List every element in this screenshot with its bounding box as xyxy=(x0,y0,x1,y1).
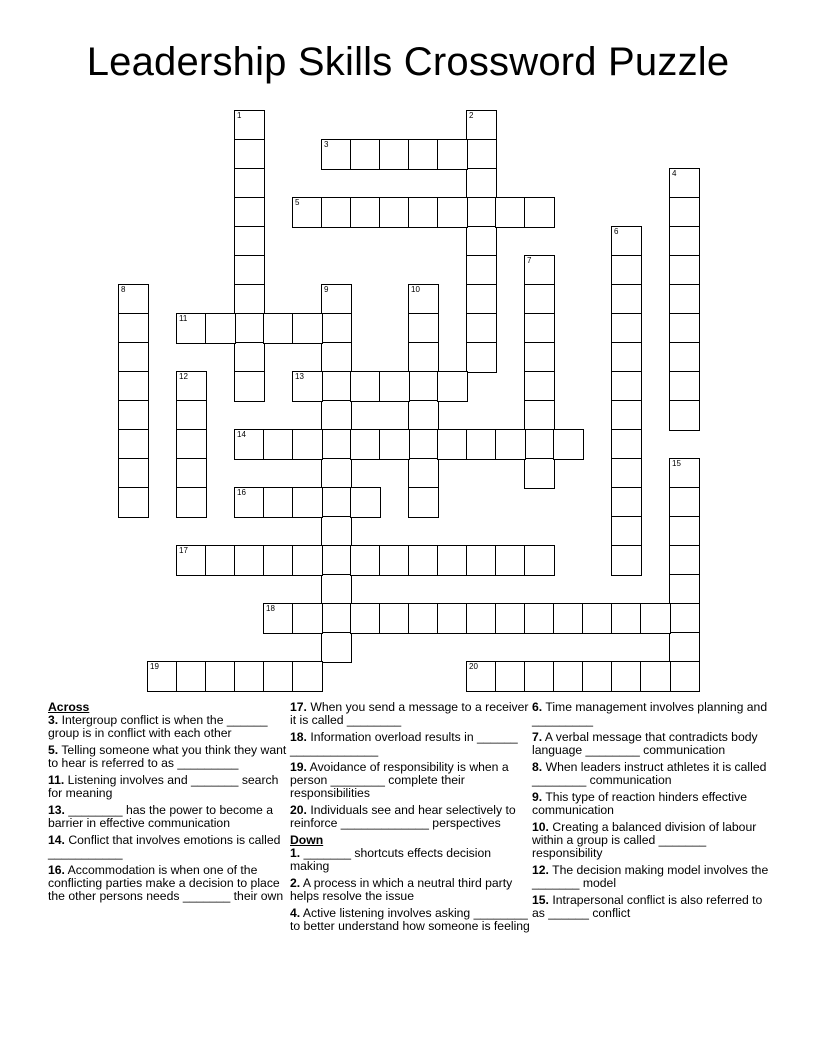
grid-cell[interactable] xyxy=(466,284,497,315)
grid-cell[interactable] xyxy=(350,197,381,228)
grid-cell[interactable] xyxy=(408,313,439,344)
clue-down-10: 10. Creating a balanced division of labour within a group is called _______ responsibility xyxy=(532,820,757,860)
grid-cell[interactable] xyxy=(466,139,497,170)
grid-cell[interactable] xyxy=(669,603,700,634)
cell-number: 4 xyxy=(672,169,677,178)
grid-cell[interactable] xyxy=(176,400,207,431)
clue-across-19: 19. Avoidance of responsibility is when a person ________ complete their responsibilities xyxy=(290,760,509,800)
page-title: Leadership Skills Crossword Puzzle xyxy=(86,40,730,84)
grid-cell[interactable] xyxy=(176,371,207,402)
grid-cell[interactable] xyxy=(118,487,149,518)
grid-cell[interactable] xyxy=(205,545,236,576)
cell-number: 8 xyxy=(121,285,126,294)
grid-cell[interactable] xyxy=(408,487,439,518)
grid-cell[interactable] xyxy=(118,458,149,489)
grid-cell[interactable] xyxy=(669,545,700,576)
clues-column-2 xyxy=(290,701,532,937)
grid-cell[interactable] xyxy=(611,661,642,692)
grid-cell[interactable] xyxy=(466,226,497,257)
grid-cell[interactable] xyxy=(321,197,352,228)
grid-cell[interactable] xyxy=(495,661,526,692)
grid-cell[interactable] xyxy=(321,400,352,431)
grid-cell[interactable] xyxy=(350,429,381,460)
grid-cell[interactable] xyxy=(321,516,352,547)
grid-cell[interactable] xyxy=(466,110,497,141)
clue-across-14: 14. Conflict that involves emotions is called ___________ xyxy=(48,833,281,860)
clue-down-6: 6. Time management involves planning and _________ xyxy=(532,700,768,727)
grid-cell[interactable] xyxy=(350,603,381,634)
grid-cell[interactable] xyxy=(292,429,323,460)
grid-cell[interactable] xyxy=(611,284,642,315)
grid-cell[interactable] xyxy=(379,429,410,460)
cell-number: 16 xyxy=(237,488,246,497)
clue-across-13: 13. ________ has the power to become a barrier in effective communication xyxy=(48,803,273,830)
cell-number: 10 xyxy=(411,285,420,294)
grid-cell[interactable] xyxy=(582,661,613,692)
grid-cell[interactable] xyxy=(263,545,294,576)
grid-cell[interactable] xyxy=(582,603,613,634)
clue-across-5: 5. Telling someone what you think they want to hear is referred to as _________ xyxy=(48,743,287,770)
cell-number: 19 xyxy=(150,662,159,671)
grid-cell[interactable] xyxy=(466,603,497,634)
grid-cell[interactable] xyxy=(263,603,294,634)
grid-cell[interactable] xyxy=(408,139,439,170)
grid-cell[interactable] xyxy=(524,284,555,315)
grid-cell[interactable] xyxy=(292,545,323,576)
grid-cell[interactable] xyxy=(611,371,642,402)
grid-cell[interactable] xyxy=(524,342,555,373)
grid-cell[interactable] xyxy=(408,197,439,228)
clue-across-16: 16. Accommodation is when one of the conflicting parties make a decision to place the other persons needs _______ their own xyxy=(48,863,284,903)
grid-cell[interactable] xyxy=(524,197,555,228)
grid-cell[interactable] xyxy=(234,284,265,315)
cell-number: 20 xyxy=(469,662,478,671)
grid-cell[interactable] xyxy=(669,487,700,518)
grid-cell[interactable] xyxy=(466,197,497,228)
grid-cell[interactable] xyxy=(524,545,555,576)
grid-cell[interactable] xyxy=(669,371,700,402)
grid-cell[interactable] xyxy=(611,603,642,634)
grid-cell[interactable] xyxy=(669,197,700,228)
grid-cell[interactable] xyxy=(176,661,207,692)
grid-cell[interactable] xyxy=(524,255,555,286)
grid-cell[interactable] xyxy=(466,168,497,199)
grid-cell[interactable] xyxy=(234,661,265,692)
grid-cell[interactable] xyxy=(669,226,700,257)
grid-cell[interactable] xyxy=(379,197,410,228)
grid-cell[interactable] xyxy=(263,487,294,518)
grid-cell[interactable] xyxy=(234,313,265,344)
clue-down-4: 4. Active listening involves asking ________ to better understand how someone is feeling xyxy=(290,906,530,933)
grid-cell[interactable] xyxy=(176,313,207,344)
cell-number: 12 xyxy=(179,372,188,381)
grid-cell[interactable] xyxy=(437,603,468,634)
cell-number: 14 xyxy=(237,430,246,439)
grid-cell[interactable] xyxy=(553,603,584,634)
grid-cell[interactable] xyxy=(611,400,642,431)
grid-cell[interactable] xyxy=(263,429,294,460)
grid-cell[interactable] xyxy=(292,371,323,402)
grid-cell[interactable] xyxy=(234,342,265,373)
grid-cell[interactable] xyxy=(408,603,439,634)
clues-column-1 xyxy=(48,701,290,907)
grid-cell[interactable] xyxy=(640,603,671,634)
grid-cell[interactable] xyxy=(524,313,555,344)
grid-cell[interactable] xyxy=(437,429,468,460)
grid-cell[interactable] xyxy=(669,458,700,489)
cell-number: 2 xyxy=(469,111,474,120)
grid-cell[interactable] xyxy=(466,429,497,460)
grid-cell[interactable] xyxy=(524,371,555,402)
grid-cell[interactable] xyxy=(205,661,236,692)
grid-cell[interactable] xyxy=(234,197,265,228)
grid-cell[interactable] xyxy=(379,603,410,634)
grid-cell[interactable] xyxy=(611,429,642,460)
clue-down-9: 9. This type of reaction hinders effective communication xyxy=(532,790,747,817)
grid-cell[interactable] xyxy=(495,545,526,576)
grid-cell[interactable] xyxy=(350,139,381,170)
grid-cell[interactable] xyxy=(669,661,700,692)
grid-cell[interactable] xyxy=(669,516,700,547)
grid-cell[interactable] xyxy=(379,139,410,170)
grid-cell[interactable] xyxy=(234,226,265,257)
grid-cell[interactable] xyxy=(321,284,352,315)
grid-cell[interactable] xyxy=(234,168,265,199)
grid-cell[interactable] xyxy=(669,313,700,344)
grid-cell[interactable] xyxy=(437,139,468,170)
grid-cell[interactable] xyxy=(669,168,700,199)
grid-cell[interactable] xyxy=(495,429,526,460)
cell-number: 7 xyxy=(527,256,532,265)
grid-cell[interactable] xyxy=(234,429,265,460)
grid-cell[interactable] xyxy=(669,400,700,431)
grid-cell[interactable] xyxy=(176,487,207,518)
grid-cell[interactable] xyxy=(321,574,352,605)
grid-cell[interactable] xyxy=(292,313,323,344)
grid-cell[interactable] xyxy=(524,429,555,460)
grid-cell[interactable] xyxy=(611,516,642,547)
grid-cell[interactable] xyxy=(408,545,439,576)
grid-cell[interactable] xyxy=(118,313,149,344)
grid-cell[interactable] xyxy=(176,429,207,460)
grid-cell[interactable] xyxy=(408,284,439,315)
grid-cell[interactable] xyxy=(669,342,700,373)
grid-cell[interactable] xyxy=(205,313,236,344)
grid-cell[interactable] xyxy=(292,197,323,228)
grid-cell[interactable] xyxy=(669,632,700,663)
grid-cell[interactable] xyxy=(669,574,700,605)
grid-cell[interactable] xyxy=(321,632,352,663)
clue-down-1: 1. _______ shortcuts effects decision making xyxy=(290,846,492,873)
grid-cell[interactable] xyxy=(524,458,555,489)
grid-cell[interactable] xyxy=(466,313,497,344)
grid-cell[interactable] xyxy=(379,371,410,402)
grid-cell[interactable] xyxy=(611,458,642,489)
grid-cell[interactable] xyxy=(524,603,555,634)
grid-cell[interactable] xyxy=(611,313,642,344)
grid-cell[interactable] xyxy=(292,661,323,692)
grid-cell[interactable] xyxy=(321,313,352,344)
grid-cell[interactable] xyxy=(321,429,352,460)
clue-across-11: 11. Listening involves and _______ search for meaning xyxy=(48,773,279,800)
grid-cell[interactable] xyxy=(176,458,207,489)
grid-cell[interactable] xyxy=(350,371,381,402)
clue-down-7: 7. A verbal message that contradicts body language ________ communication xyxy=(532,730,758,757)
grid-cell[interactable] xyxy=(553,429,584,460)
clue-down-8: 8. When leaders instruct athletes it is called ________ communication xyxy=(532,760,767,787)
grid-cell[interactable] xyxy=(611,255,642,286)
grid-cell[interactable] xyxy=(321,603,352,634)
clue-across-3: 3. Intergroup conflict is when the ______ group is in conflict with each other xyxy=(48,713,268,740)
grid-cell[interactable] xyxy=(118,284,149,315)
grid-cell[interactable] xyxy=(118,429,149,460)
grid-cell[interactable] xyxy=(234,110,265,141)
grid-cell[interactable] xyxy=(176,545,207,576)
grid-cell[interactable] xyxy=(669,255,700,286)
grid-cell[interactable] xyxy=(321,371,352,402)
grid-cell[interactable] xyxy=(234,255,265,286)
grid-cell[interactable] xyxy=(321,342,352,373)
grid-cell[interactable] xyxy=(611,487,642,518)
grid-cell[interactable] xyxy=(466,342,497,373)
cell-number: 15 xyxy=(672,459,681,468)
cell-number: 9 xyxy=(324,285,329,294)
grid-cell[interactable] xyxy=(466,545,497,576)
grid-cell[interactable] xyxy=(147,661,178,692)
cell-number: 3 xyxy=(324,140,329,149)
grid-cell[interactable] xyxy=(263,313,294,344)
grid-cell[interactable] xyxy=(408,429,439,460)
grid-cell[interactable] xyxy=(292,487,323,518)
grid-cell[interactable] xyxy=(292,603,323,634)
grid-cell[interactable] xyxy=(669,284,700,315)
grid-cell[interactable] xyxy=(611,545,642,576)
across-heading: Across xyxy=(48,700,90,714)
grid-cell[interactable] xyxy=(495,603,526,634)
grid-cell[interactable] xyxy=(408,371,439,402)
grid-cell[interactable] xyxy=(611,226,642,257)
grid-cell[interactable] xyxy=(350,545,381,576)
grid-cell[interactable] xyxy=(234,371,265,402)
clue-across-20: 20. Individuals see and hear selectively to reinforce _____________ perspectives xyxy=(290,803,516,830)
grid-cell[interactable] xyxy=(321,545,352,576)
cell-number: 13 xyxy=(295,372,304,381)
clues-column-3 xyxy=(532,701,774,924)
grid-cell[interactable] xyxy=(437,197,468,228)
grid-cell[interactable] xyxy=(640,661,671,692)
grid-cell[interactable] xyxy=(118,371,149,402)
grid-cell[interactable] xyxy=(553,661,584,692)
cell-number: 1 xyxy=(237,111,242,120)
cell-number: 5 xyxy=(295,198,300,207)
grid-cell[interactable] xyxy=(611,342,642,373)
grid-cell[interactable] xyxy=(408,400,439,431)
cell-number: 18 xyxy=(266,604,275,613)
grid-cell[interactable] xyxy=(408,458,439,489)
grid-cell[interactable] xyxy=(437,371,468,402)
grid-cell[interactable] xyxy=(118,342,149,373)
grid-cell[interactable] xyxy=(408,342,439,373)
grid-cell[interactable] xyxy=(495,197,526,228)
grid-cell[interactable] xyxy=(118,400,149,431)
grid-cell[interactable] xyxy=(350,487,381,518)
grid-cell[interactable] xyxy=(234,487,265,518)
grid-cell[interactable] xyxy=(263,661,294,692)
cell-number: 11 xyxy=(179,314,188,323)
grid-cell[interactable] xyxy=(466,255,497,286)
cell-number: 6 xyxy=(614,227,619,236)
grid-cell[interactable] xyxy=(524,400,555,431)
cell-number: 17 xyxy=(179,546,188,555)
grid-cell[interactable] xyxy=(437,545,468,576)
grid-cell[interactable] xyxy=(524,661,555,692)
down-heading: Down xyxy=(290,833,324,847)
grid-cell[interactable] xyxy=(321,458,352,489)
grid-cell[interactable] xyxy=(321,139,352,170)
grid-cell[interactable] xyxy=(379,545,410,576)
clue-down-12: 12. The decision making model involves the _______ model xyxy=(532,863,769,890)
clue-across-18: 18. Information overload results in ______ _____________ xyxy=(290,730,518,757)
clue-down-15: 15. Intrapersonal conflict is also referred to as ______ conflict xyxy=(532,893,763,920)
clue-across-17: 17. When you send a message to a receiver it is called ________ xyxy=(290,700,529,727)
grid-cell[interactable] xyxy=(321,487,352,518)
grid-cell[interactable] xyxy=(234,139,265,170)
grid-cell[interactable] xyxy=(234,545,265,576)
clue-down-2: 2. A process in which a neutral third party helps resolve the issue xyxy=(290,876,513,903)
grid-cell[interactable] xyxy=(466,661,497,692)
